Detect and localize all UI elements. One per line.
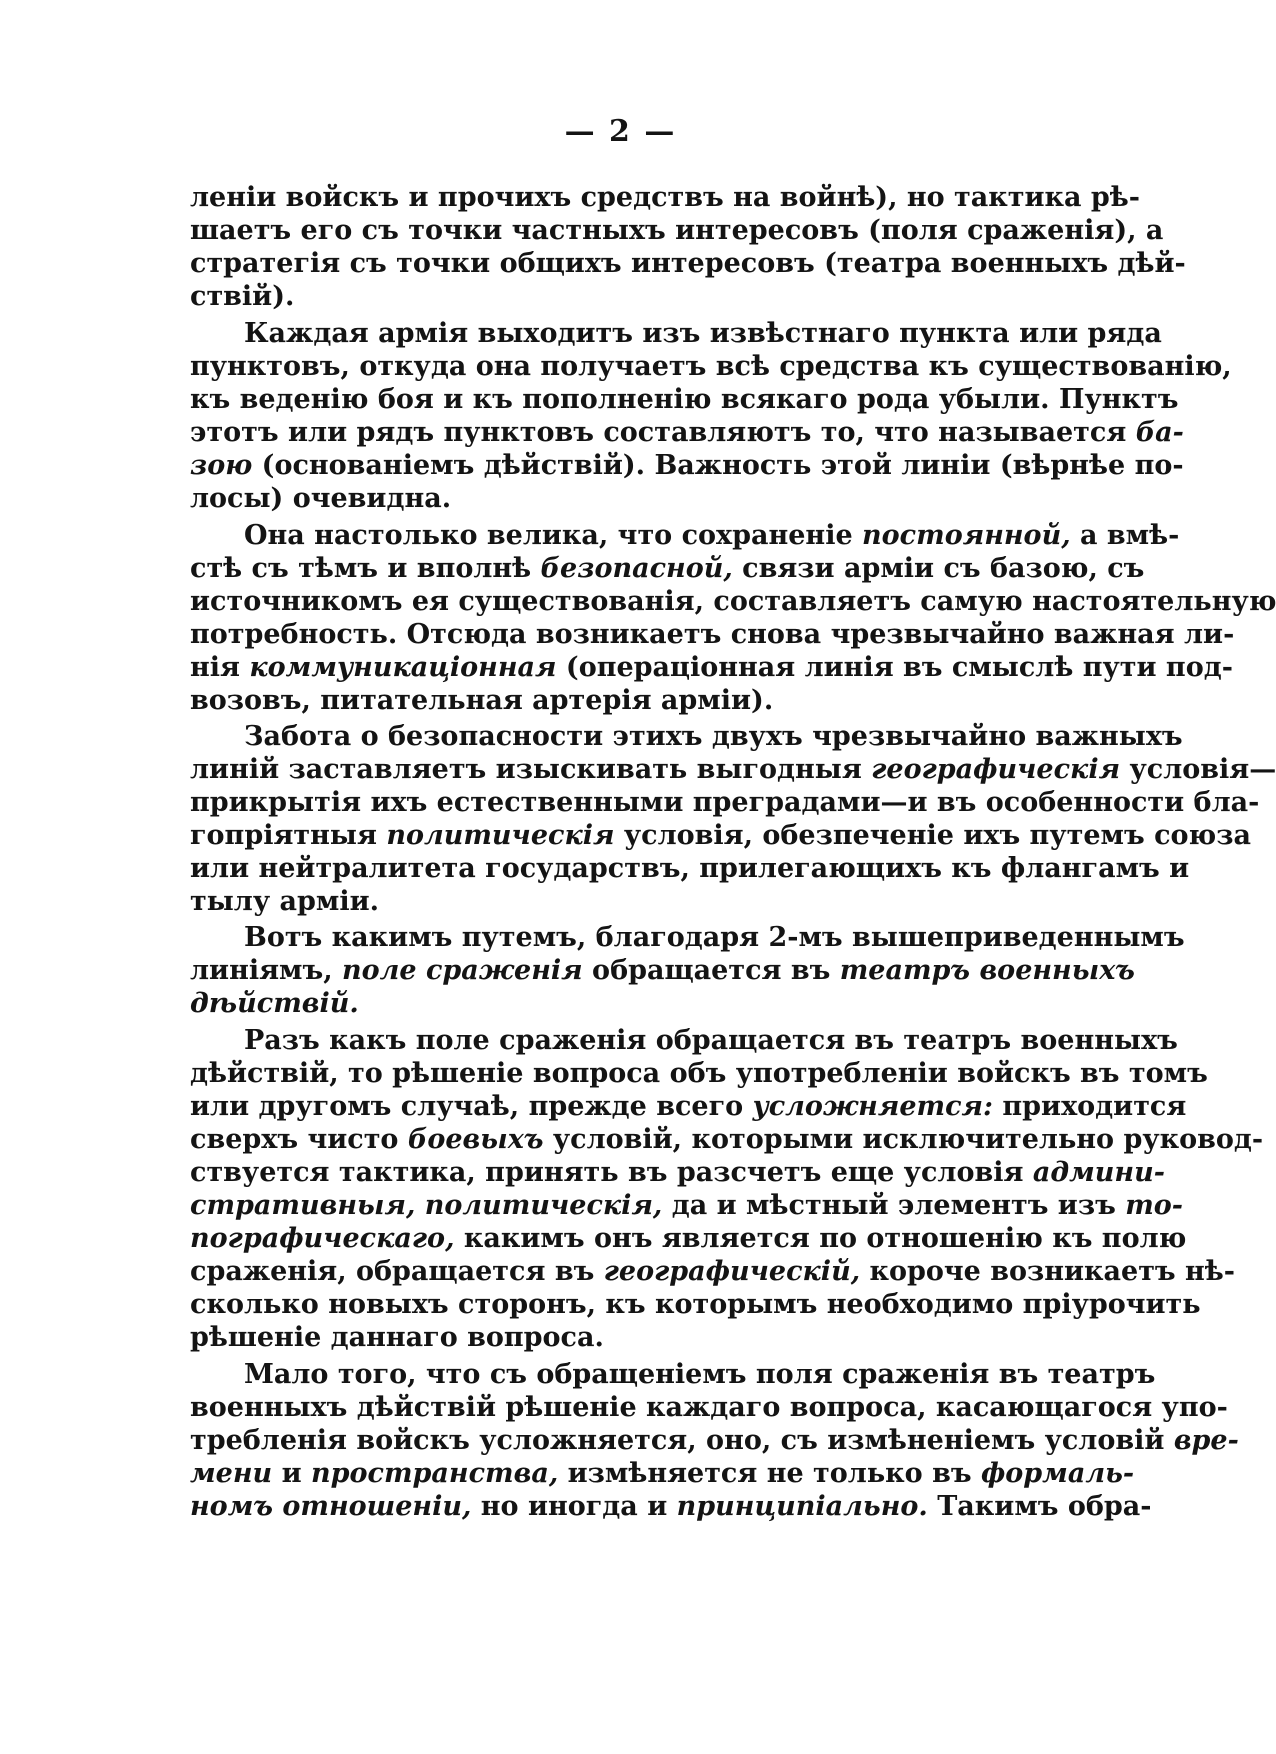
- italic-text-segment: безопасной,: [540, 553, 733, 584]
- text-line: [190, 1122, 1264, 1158]
- text-line: [190, 180, 1140, 216]
- italic-text-segment: театръ военныхъ: [839, 955, 1135, 986]
- text-segment: линіямъ,: [190, 955, 342, 986]
- text-segment: условія—: [1120, 754, 1276, 785]
- text-segment: шаетъ его съ точки частныхъ интересовъ (поля сраженія), а: [190, 215, 1164, 246]
- text-segment: леніи войскъ и прочихъ средствъ на войнѣ), но тактика рѣ-: [190, 182, 1140, 213]
- text-line: [190, 752, 1276, 788]
- text-segment: стѣ съ тѣмъ и вполнѣ: [190, 553, 541, 584]
- italic-text-segment: боевыхъ: [407, 1124, 544, 1155]
- text-line: [190, 1155, 1165, 1191]
- text-segment: какимъ онъ является по отношенію къ полю: [454, 1223, 1187, 1254]
- text-segment: или другомъ случаѣ, прежде всего: [190, 1091, 753, 1122]
- text-segment: Разъ какъ поле сраженія обращается въ театръ военныхъ: [244, 1025, 1178, 1056]
- text-segment: къ веденію боя и къ пополненію всякаго рода убыли. Пунктъ: [190, 384, 1179, 415]
- text-segment: обращается въ: [582, 955, 840, 986]
- text-segment: гопріятныя: [190, 820, 387, 851]
- text-segment: связи арміи съ базою, съ: [732, 553, 1145, 584]
- italic-text-segment: коммуникаціонная: [249, 652, 557, 683]
- text-segment: тылу арміи.: [190, 886, 380, 917]
- text-line: [190, 1287, 1201, 1323]
- page-number: — 2 —: [564, 114, 677, 149]
- text-segment: приходится: [993, 1091, 1187, 1122]
- text-segment: Каждая армія выходитъ изъ извѣстнаго пункта или ряда: [244, 318, 1162, 349]
- text-segment: короче возникаетъ нѣ-: [860, 1256, 1235, 1287]
- text-line: [190, 1320, 1052, 1356]
- text-segment: а вмѣ-: [1070, 520, 1180, 551]
- text-segment: Забота о безопасности этихъ двухъ чрезвычайно важныхъ: [244, 721, 1183, 752]
- text-segment: сраженія, обращается въ: [190, 1256, 604, 1287]
- text-line: [244, 920, 1185, 956]
- text-line: [190, 1089, 1187, 1125]
- text-line: [190, 246, 1186, 282]
- text-line: [244, 316, 1162, 352]
- italic-text-segment: зою: [190, 450, 253, 481]
- text-line: [190, 1254, 1235, 1290]
- text-segment: потребность. Отсюда возникаетъ снова чрезвычайно важная ли-: [190, 619, 1235, 650]
- text-line: [244, 1023, 1178, 1059]
- text-line: [190, 382, 1179, 418]
- text-segment: Она настолько велика, что сохраненіе: [244, 520, 863, 551]
- text-line: [190, 953, 1135, 989]
- text-segment: источникомъ ея существованія, составляетъ самую настоятельную: [190, 586, 1276, 617]
- italic-text-segment: вре-: [1173, 1425, 1239, 1456]
- text-line: [190, 650, 1233, 686]
- text-line: [190, 1221, 1187, 1257]
- italic-text-segment: усложняется:: [752, 1091, 993, 1122]
- text-line: [190, 1423, 1239, 1459]
- italic-text-segment: формаль-: [980, 1458, 1135, 1489]
- text-line: [190, 415, 1184, 451]
- text-segment: или нейтралитета государствъ, прилегающихъ къ флангамъ и: [190, 853, 1190, 884]
- text-segment: Мало того, что съ обращеніемъ поля сраженія въ театръ: [244, 1359, 1156, 1390]
- text-segment: лосы) очевидна.: [190, 483, 452, 514]
- text-segment: сколько новыхъ сторонъ, къ которымъ необходимо пріурочить: [190, 1289, 1201, 1320]
- italic-text-segment: стративныя, политическія,: [190, 1190, 663, 1221]
- italic-text-segment: географическія: [871, 754, 1121, 785]
- text-line: [190, 448, 1184, 484]
- italic-text-segment: то-: [1125, 1190, 1183, 1221]
- text-segment: рѣшеніе даннаго вопроса.: [190, 1322, 604, 1353]
- text-line: [190, 617, 1235, 653]
- italic-text-segment: принципіально.: [676, 1491, 928, 1522]
- text-segment: нія: [190, 652, 250, 683]
- italic-text-segment: мени: [190, 1458, 273, 1489]
- text-segment: военныхъ дѣйствій рѣшеніе каждаго вопроса, касающагося упо-: [190, 1392, 1228, 1423]
- text-line: [190, 213, 1164, 249]
- text-segment: линій заставляетъ изыскивать выгодныя: [190, 754, 872, 785]
- text-segment: (основаніемъ дѣйствій). Важность этой линіи (вѣрнѣе по-: [252, 450, 1184, 481]
- text-line: [190, 785, 1260, 821]
- text-segment: стратегія съ точки общихъ интересовъ (театра военныхъ дѣй-: [190, 248, 1186, 279]
- text-line: [190, 1489, 1152, 1525]
- text-segment: дѣйствій, то рѣшеніе вопроса объ употребленіи войскъ въ томъ: [190, 1058, 1208, 1089]
- text-line: [190, 851, 1190, 887]
- text-segment: Вотъ какимъ путемъ, благодаря 2-мъ вышеприведеннымъ: [244, 922, 1185, 953]
- text-line: [190, 551, 1145, 587]
- text-line: [190, 584, 1276, 620]
- text-line: [244, 1357, 1156, 1393]
- text-segment: этотъ или рядъ пунктовъ составляютъ то, что называется: [190, 417, 1136, 448]
- italic-text-segment: ба-: [1135, 417, 1184, 448]
- text-line: [190, 1188, 1183, 1224]
- text-segment: ствій).: [190, 281, 295, 312]
- text-segment: прикрытія ихъ естественными преградами—и въ особенности бла-: [190, 787, 1260, 818]
- text-segment: ствуется тактика, принять въ разсчетъ еще условія: [190, 1157, 1033, 1188]
- italic-text-segment: географическій,: [603, 1256, 861, 1287]
- text-line: [190, 884, 1052, 920]
- italic-text-segment: поле сраженія: [342, 955, 583, 986]
- text-segment: да и мѣстный элементъ изъ: [662, 1190, 1126, 1221]
- text-segment: возовъ, питательная артерія арміи).: [190, 685, 774, 716]
- text-line: [190, 986, 1052, 1022]
- text-segment: и: [272, 1458, 311, 1489]
- text-segment: сверхъ чисто: [190, 1124, 408, 1155]
- text-segment: Такимъ обра-: [927, 1491, 1152, 1522]
- text-segment: измѣняется не только въ: [558, 1458, 981, 1489]
- italic-text-segment: пространства,: [311, 1458, 559, 1489]
- italic-text-segment: пографическаго,: [190, 1223, 455, 1254]
- text-segment: условій, которыми исключительно руковод-: [543, 1124, 1264, 1155]
- text-line: [190, 279, 1052, 315]
- text-line: [190, 1456, 1135, 1492]
- text-segment: условія, обезпеченіе ихъ путемъ союза: [614, 820, 1251, 851]
- text-line: [190, 818, 1251, 854]
- text-segment: пунктовъ, откуда она получаетъ всѣ средства къ существованію,: [190, 351, 1232, 382]
- text-segment: требленія войскъ усложняется, оно, съ измѣненіемъ условій: [190, 1425, 1174, 1456]
- text-line: [190, 349, 1232, 385]
- text-line: [190, 683, 1052, 719]
- text-line: [190, 1056, 1208, 1092]
- text-line: [244, 719, 1183, 755]
- text-segment: (операціонная линія въ смыслѣ пути под-: [556, 652, 1233, 683]
- italic-text-segment: политическія: [386, 820, 615, 851]
- text-line: [190, 481, 1052, 517]
- italic-text-segment: дѣйствій.: [190, 988, 359, 1019]
- text-line: [190, 1390, 1228, 1426]
- text-line: [244, 518, 1180, 554]
- italic-text-segment: постоянной,: [862, 520, 1071, 551]
- italic-text-segment: номъ отношеніи,: [190, 1491, 472, 1522]
- text-segment: но иногда и: [471, 1491, 677, 1522]
- italic-text-segment: админи-: [1032, 1157, 1165, 1188]
